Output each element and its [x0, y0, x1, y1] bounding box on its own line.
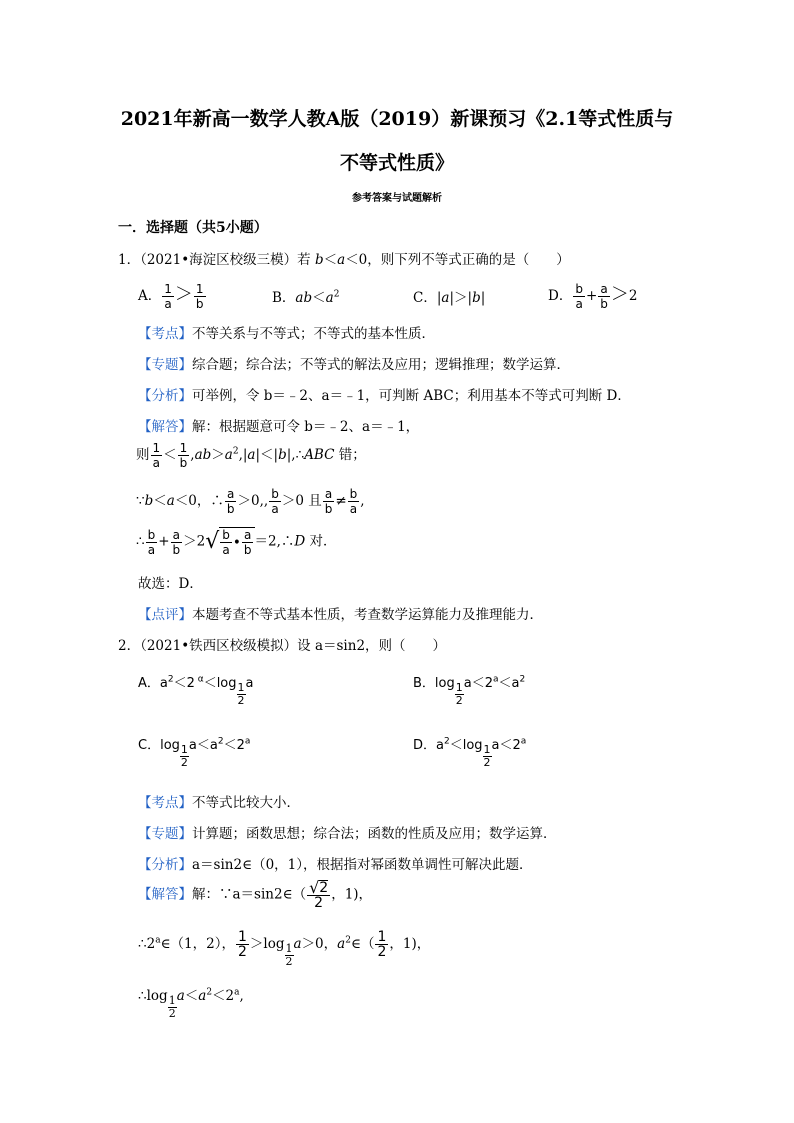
q2-kaodian-tag: 【考点】: [138, 795, 192, 811]
q2-option-c: C．log $\frac{1}{2}$ $a<a^2<2^a$: [138, 736, 251, 769]
q1-option-d: D． $\frac{b}{a}$ + $\frac{a}{b}$ ＞2: [548, 282, 638, 311]
q2-fenxi: 【分析】a＝sin2∈（0，1），根据指对幂函数单调性可解决此题．: [138, 857, 533, 873]
q2-option-b: B．log $\frac{1}{2}$ $a<2^a<a^2$: [413, 674, 526, 707]
q1-choose: 故选：D．: [138, 576, 203, 592]
q1-solution-line3: ∴ $\frac{b}{a}$ + $\frac{a}{b}$ ＞2 √ $\frac{b}{a}$ • $\frac{a}{b}$ ＝2,∴D 对．: [136, 527, 337, 557]
q2-solution-line1: ∴2$^a$∈（1，2）， $\frac{1}{2}$ ＞log $\frac{1}{2}$ a＞0，$a^2\in$（ $\frac{1}{2}$ ，1)，: [138, 929, 431, 968]
q1-kaodian-tag: 【考点】: [138, 326, 192, 342]
doc-title-line2: 不等式性质》: [339, 152, 454, 174]
q2-jieda: 【解答】解：∵a＝sin2∈（ √ 2 2 ，1)，: [138, 877, 373, 911]
q2-zhuanti-tag: 【专题】: [138, 826, 192, 842]
q1-dianping: 【点评】本题考查不等式基本性质，考查数学运算能力及推理能力．: [138, 607, 543, 623]
q1-solution-line2: ∵b＜a＜0，∴ $\frac{a}{b}$ ＞0,, $\frac{b}{a}$ ＞0 且 $\frac{a}{b}$ ≠ $\frac{b}{a}$ ,: [136, 487, 365, 516]
q1-kaodian: 【考点】不等关系与不等式；不等式的基本性质．: [138, 326, 435, 342]
q1-jieda: 【解答】解：根据题意可令 b＝﹣2、a＝﹣1，: [138, 419, 420, 435]
q2-fenxi-tag: 【分析】: [138, 857, 192, 873]
q1-solution-line1: 则 $\frac{1}{a}$ ＜ $\frac{1}{b}$ $,ab>a^2,|a|<|b|,\therefore ABC$ 错；: [136, 441, 366, 470]
q1-fenxi-tag: 【分析】: [138, 388, 192, 404]
q2-zhuanti: 【专题】计算题；函数思想；综合法；函数的性质及应用；数学运算．: [138, 826, 557, 842]
q2-stem: 2．（2021•铁西区校级模拟）设 a＝sin2，则（ ）: [118, 638, 447, 654]
q2-jieda-tag: 【解答】: [138, 886, 192, 903]
q2-kaodian: 【考点】不等式比较大小．: [138, 795, 300, 811]
doc-subtitle: 参考答案与试题解析: [352, 193, 442, 204]
q2-option-a: A．$a^2<2$ $^\alpha$＜log $\frac{1}{2}$ a: [138, 674, 254, 707]
section-heading: 一．选择题（共5小题）: [118, 220, 268, 236]
q1-option-a: A． $\frac{1}{a}$ ＞ $\frac{1}{b}$: [138, 282, 204, 311]
q2-solution-line2: ∴log $\frac{1}{2}$ $a<a^2<2^a$,: [138, 987, 244, 1020]
q1-option-c: C．|a|＞|b|: [413, 290, 486, 306]
q1-zhuanti-tag: 【专题】: [138, 357, 192, 373]
q1-stem: 1．（2021•海淀区校级三模）若 b＜a＜0，则下列不等式正确的是（ ）: [118, 252, 570, 268]
q1-option-b: B．$ab<a^2$: [272, 289, 340, 306]
q2-option-d: D．$a^2<\log$ $\frac{1}{2}$ $a<2^a$: [413, 736, 527, 769]
doc-title-line1: 2021年新高一数学人教A版（2019）新课预习《2.1等式性质与: [120, 108, 674, 130]
q1-jieda-tag: 【解答】: [138, 419, 192, 435]
q1-fenxi: 【分析】可举例，令 b＝﹣2、a＝﹣1，可判断 ABC；利用基本不等式可判断 D．: [138, 388, 631, 404]
q1-zhuanti: 【专题】综合题；综合法；不等式的解法及应用；逻辑推理；数学运算．: [138, 357, 570, 373]
q1-dianping-tag: 【点评】: [138, 607, 192, 623]
